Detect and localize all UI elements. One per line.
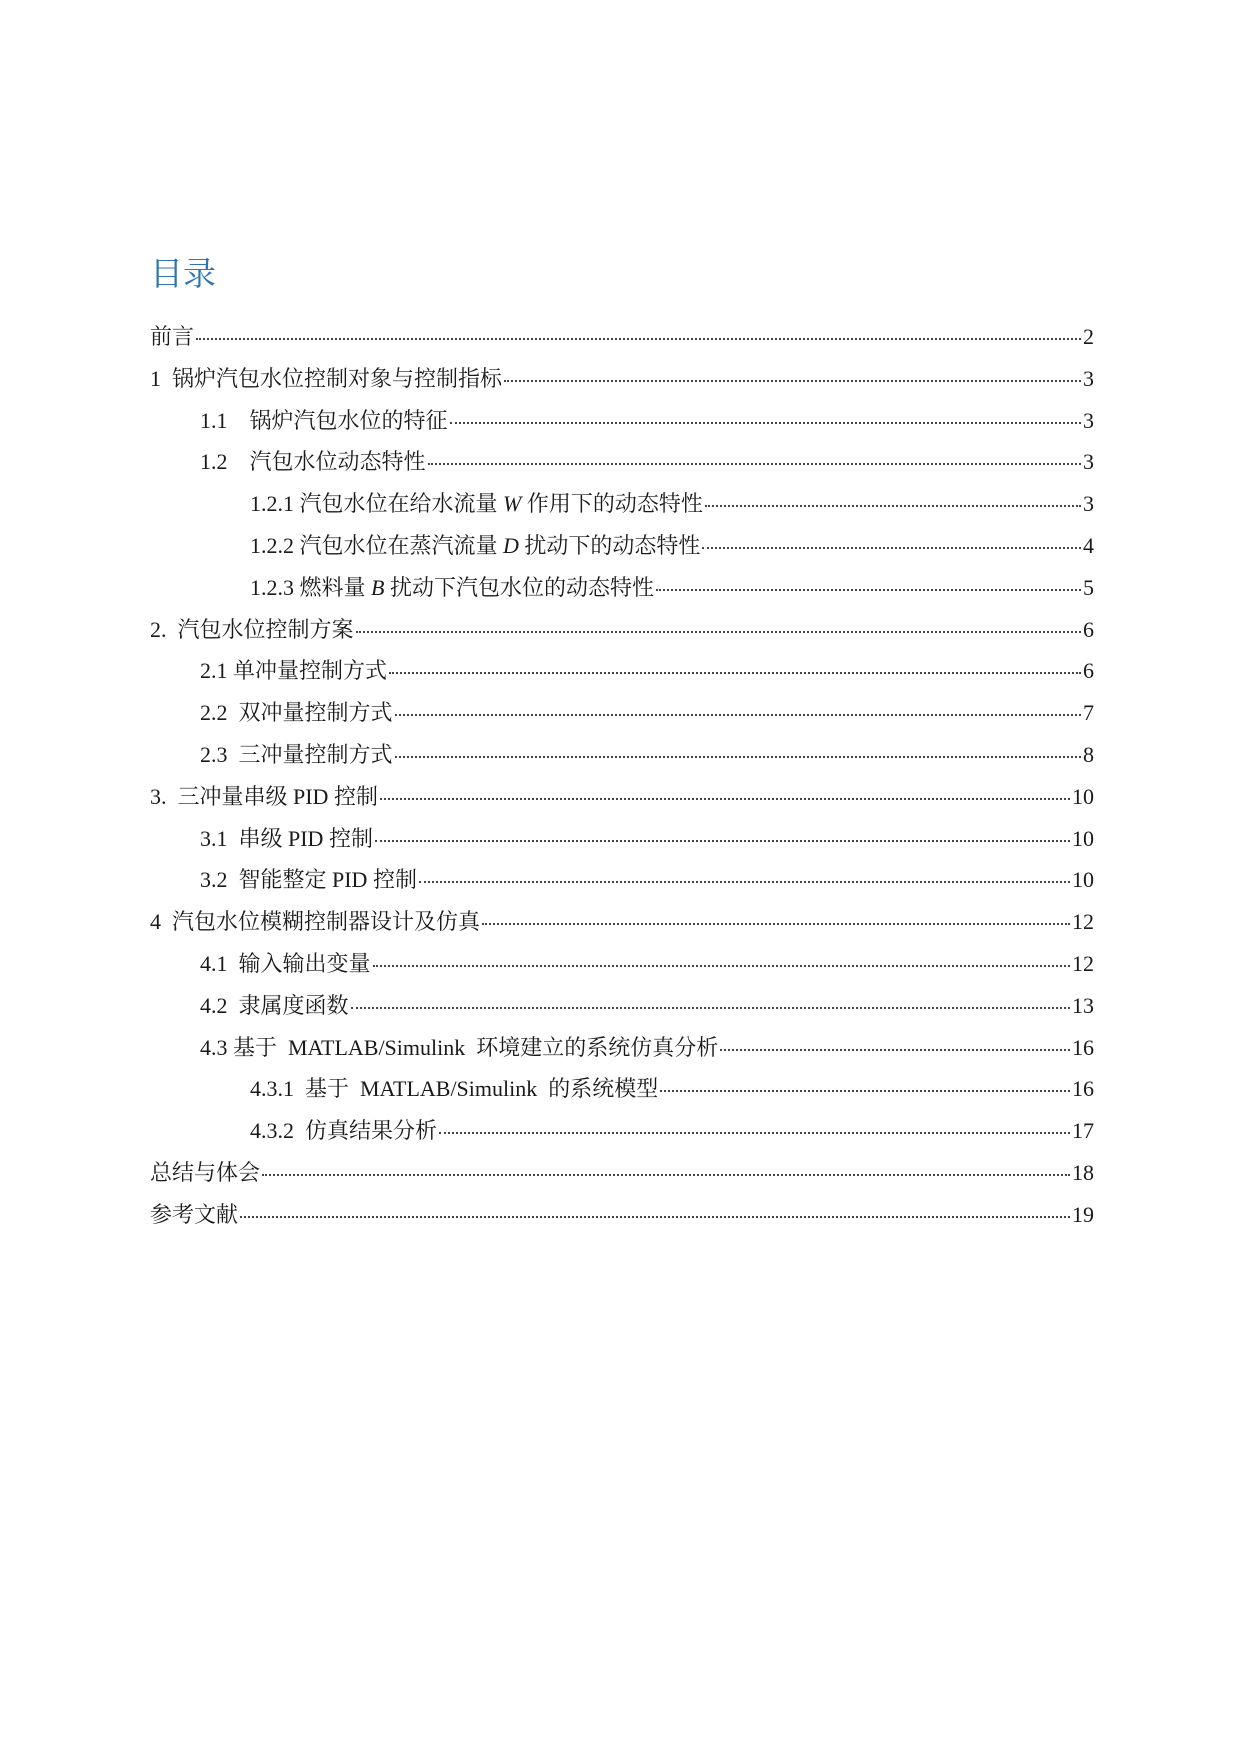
toc-entry-page: 6 [1083,658,1094,684]
toc-dot-leader [373,963,1070,967]
toc-dot-leader [395,712,1081,716]
toc-entry-page: 2 [1083,324,1094,349]
toc-dot-leader [482,921,1070,925]
toc-entry-page: 7 [1083,700,1094,726]
toc-entry-page: 18 [1072,1159,1094,1185]
toc-entry-page: 10 [1072,783,1094,809]
toc-dot-leader [262,1172,1070,1176]
toc-dot-leader [656,587,1081,591]
toc-entry-page: 16 [1072,1034,1094,1060]
toc-entry-label [250,525,700,567]
toc-dot-leader [504,378,1081,382]
toc-entry-label: 1 锅炉汽包水位控制对象与控制指标 [150,365,503,391]
toc-entry-4-3-1[interactable] [150,1068,1094,1110]
toc-label-text: 1.2.3 燃料量 [250,574,372,600]
toc-entry-page: 3 [1083,407,1094,433]
toc-entry-2-2[interactable] [150,692,1094,734]
toc-entry-label: 4.2 隶属度函数 [200,992,349,1018]
toc-entry-label: 2.3 三冲量控制方式 [200,741,393,767]
toc-entry-1[interactable] [150,358,1094,400]
toc-dot-leader [380,796,1070,800]
toc-entry-1-1[interactable] [150,400,1094,442]
toc-entry-preface[interactable] [150,316,1094,358]
toc-dot-leader [419,879,1070,883]
toc-entry-page: 4 [1083,532,1094,558]
toc-entry-3[interactable] [150,776,1094,818]
toc-entry-label: 4.1 输入输出变量 [200,950,371,976]
toc-dot-leader [450,420,1081,424]
toc-label-text: 扰动下汽包水位的动态特性 [384,574,654,600]
toc-label-text: 1.2.2 汽包水位在蒸汽流量 [250,532,504,558]
toc-entry-page: 17 [1072,1118,1094,1144]
toc-entry-page: 10 [1072,825,1094,851]
toc-entry-4-3-2[interactable] [150,1110,1094,1152]
toc-dot-leader [702,545,1081,549]
toc-dot-leader [389,670,1081,674]
toc-entry-label: 前言 [150,324,195,349]
toc-dot-leader [705,503,1081,507]
toc-entry-1-2-3[interactable] [150,567,1094,609]
toc-entry-label: 4.3.2 仿真结果分析 [250,1118,438,1144]
toc-entry-2-1[interactable] [150,650,1094,692]
toc-entry-label: 3. 三冲量串级 PID 控制 [150,783,378,809]
toc-entry-label: 3.2 智能整定 PID 控制 [200,867,417,893]
toc-entry-references[interactable] [150,1194,1094,1236]
toc-entry-page: 16 [1072,1076,1094,1102]
toc-entry-3-1[interactable] [150,818,1094,860]
toc-entry-2[interactable] [150,609,1094,651]
toc-entry-label: 参考文献 [150,1201,239,1227]
toc-entry-label: 3.1 串级 PID 控制 [200,825,373,851]
toc-entry-page: 12 [1072,950,1094,976]
toc-entry-4-1[interactable] [150,943,1094,985]
toc-dot-leader [356,629,1081,633]
toc-entry-page: 3 [1083,365,1094,391]
toc-entry-1-2-1[interactable] [150,483,1094,525]
toc-label-text: 扰动下的动态特性 [518,532,701,558]
toc-entry-label: 总结与体会 [150,1159,261,1185]
toc-entry-page: 19 [1072,1201,1094,1227]
toc-label-text: 作用下的动态特性 [521,491,703,517]
toc-entry-4-2[interactable] [150,985,1094,1027]
toc-entry-2-3[interactable] [150,734,1094,776]
toc-dot-leader [720,1047,1070,1051]
toc-entry-label [250,483,703,525]
toc-entry-page: 3 [1083,449,1094,475]
toc-dot-leader [375,838,1070,842]
toc-label-variable: D [503,532,519,558]
toc-entry-page: 6 [1083,616,1094,642]
toc-dot-leader [660,1088,1070,1092]
toc-entry-4[interactable] [150,901,1094,943]
toc-entry-1-2[interactable] [150,441,1094,483]
toc-entry-page: 12 [1072,909,1094,935]
toc-entry-page: 10 [1072,867,1094,893]
toc-dot-leader [351,1005,1070,1009]
toc-label-variable: B [371,574,385,600]
toc-entry-page: 5 [1083,574,1094,600]
toc-entry-label: 2.1 单冲量控制方式 [200,658,388,684]
toc-title: 目录 [150,254,216,293]
toc-entry-4-3[interactable] [150,1027,1094,1069]
toc-entry-label: 1.1 锅炉汽包水位的特征 [200,407,448,433]
toc-entry-label: 4 汽包水位模糊控制器设计及仿真 [150,909,481,935]
toc-dot-leader [395,754,1081,758]
toc-entry-page: 8 [1083,741,1094,767]
toc-entry-label: 1.2 汽包水位动态特性 [200,449,426,475]
toc-entry-label: 2.2 双冲量控制方式 [200,700,393,726]
toc-entry-label: 4.3.1 基于 MATLAB/Simulink 的系统模型 [250,1076,659,1102]
toc-dot-leader [196,336,1081,340]
toc-dot-leader [439,1130,1070,1134]
toc-entry-label [250,567,654,609]
toc-entry-label: 2. 汽包水位控制方案 [150,616,354,642]
toc-list [150,316,1094,1236]
toc-entry-page: 3 [1083,491,1094,517]
toc-entry-page: 13 [1072,992,1094,1018]
toc-label-variable: W [503,491,522,517]
toc-entry-summary[interactable] [150,1152,1094,1194]
toc-entry-label: 4.3 基于 MATLAB/Simulink 环境建立的系统仿真分析 [200,1034,719,1060]
toc-dot-leader [428,461,1081,465]
toc-entry-3-2[interactable] [150,859,1094,901]
toc-dot-leader [240,1214,1070,1218]
toc-label-text: 1.2.1 汽包水位在给水流量 [250,491,504,517]
toc-entry-1-2-2[interactable] [150,525,1094,567]
